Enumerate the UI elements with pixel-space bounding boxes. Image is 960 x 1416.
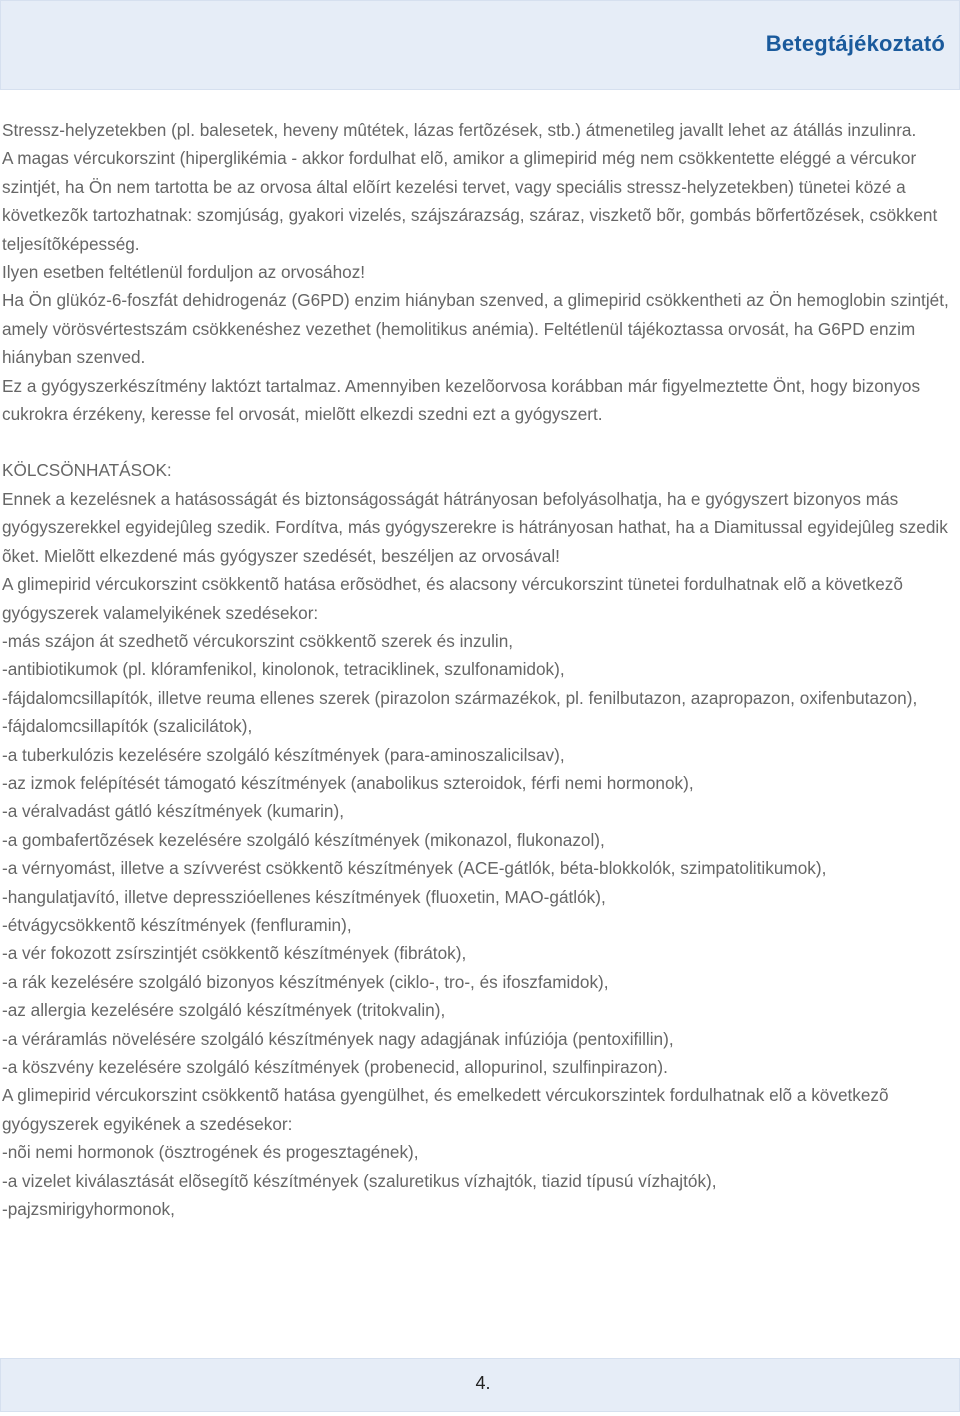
header-bar [0, 0, 960, 90]
paragraph-weaken-intro: A glimepirid vércukorszint csökkentõ hatása gyengülhet, és emelkedett vércukorszintek fordulhatnak elõ a következõ gyógyszerek egyikének a szedésekor: [2, 1085, 889, 1134]
list-item: -a véralvadást gátló készítmények (kumarin), [2, 801, 344, 822]
section-spacer [2, 428, 957, 456]
paragraph-lactose: Ez a gyógyszerkészítmény laktózt tartalmaz. Amennyiben kezelõorvosa korábban már figyelmeztette Önt, hogy bizonyos cukrokra érzékeny, keresse fel orvosát, mielõtt elkezdi szedni ezt a gyógyszert. [2, 375, 921, 425]
list-item: -étvágycsökkentõ készítmények (fenfluramin), [2, 914, 352, 935]
list-item: -pajzsmirigyhormonok, [2, 1199, 175, 1220]
list-item: -a vér fokozott zsírszintjét csökkentõ készítmények (fibrátok), [2, 943, 467, 964]
list-item: -antibiotikumok (pl. klóramfenikol, kinolonok, tetraciklinek, szulfonamidok), [2, 659, 565, 680]
document-title: Betegtájékoztató [765, 31, 945, 56]
list-item: -a gombafertõzések kezelésére szolgáló készítmények (mikonazol, flukonazol), [2, 829, 605, 850]
paragraph-enhance-intro: A glimepirid vércukorszint csökkentõ hatása erõsödhet, és alacsony vércukorszint tünetei fordulhatnak elõ a következõ gyógyszerek valamelyikének szedésekor: [2, 574, 903, 623]
list-item: -a vérnyomást, illetve a szívverést csökkentõ készítmények (ACE-gátlók, béta-blokkolók, szimpatolitikumok), [2, 858, 827, 879]
list-item: -az allergia kezelésére szolgáló készítmények (tritokvalin), [2, 1000, 446, 1021]
list-item: -más szájon át szedhetõ vércukorszint csökkentõ szerek és inzulin, [2, 630, 514, 651]
page-number: 4. [475, 1373, 491, 1393]
list-item: -fájdalomcsillapítók (szalicilátok), [2, 716, 253, 737]
list-item: -az izmok felépítését támogató készítmények (anabolikus szteroidok, férfi nemi hormonok), [2, 772, 694, 793]
list-item: -a rák kezelésére szolgáló bizonyos készítmények (ciklo-, tro-, és ifoszfamidok), [2, 971, 609, 992]
list-item: -a vizelet kiválasztását elõsegítõ készítmények (szaluretikus vízhajtók, tiazid típusú vízhajtók), [2, 1170, 717, 1191]
paragraph-g6pd: Ha Ön glükóz-6-foszfát dehidrogenáz (G6PD) enzim hiányban szenved, a glimepirid csökkentheti az Ön hemoglobin szintjét, amely vörösvértestszám csökkenéshez vezethet (hemolitikus anémia). Feltétlenül tájékoztassa orvosát, ha G6PD enzim hiányban szenved. [2, 290, 949, 368]
paragraph-warning: Ilyen esetben feltétlenül forduljon az orvosához! [2, 262, 366, 283]
paragraph-hyperglycemia: A magas vércukorszint (hiperglikémia - akkor fordulhat elõ, amikor a glimepirid még nem csökkentette eléggé a vércukor szintjét, ha Ön nem tartotta be az orvosa által elõírt kezelési tervet, vagy speciális stressz-helyzetekben) tünetei közé a következõk tartozhatnak: szomjúság, gyakori vizelés, szájszárazság, száraz, viszketõ bõr, gombás bõrfertõzések, csökkent teljesítõképesség. [2, 148, 938, 254]
footer-bar [0, 1358, 960, 1412]
paragraph-stress: Stressz-helyzetekben (pl. balesetek, heveny mûtétek, lázas fertõzések, stb.) átmenetileg javallt lehet az átállás inzulinra. [2, 120, 917, 140]
paragraph-interactions-intro: Ennek a kezelésnek a hatásosságát és biztonságosságát hátrányosan befolyásolhatja, ha e gyógyszert bizonyos más gyógyszerekkel egyidejûleg szedik. Fordítva, más gyógyszerekre is hátrányosan hathat, ha a Diamitussal egyidejûleg szedik õket. Mielõtt elkezdené más gyógyszer szedését, beszéljen az orvosával! [2, 488, 948, 566]
section-heading-interactions: KÖLCSÖNHATÁSOK: [2, 460, 172, 481]
list-item: -nõi nemi hormonok (ösztrogének és progesztagének), [2, 1142, 419, 1163]
list-item: -a köszvény kezelésére szolgáló készítmények (probenecid, allopurinol, szulfinpirazon). [2, 1057, 668, 1077]
list-item: -hangulatjavító, illetve depresszióellenes készítmények (fluoxetin, MAO-gátlók), [2, 886, 606, 907]
document-body [2, 116, 957, 1223]
list-item: -fájdalomcsillapítók, illetve reuma ellenes szerek (pirazolon származékok, pl. fenilbutazon, azapropazon, oxifenbutazon), [2, 687, 918, 708]
list-item: -a tuberkulózis kezelésére szolgáló készítmények (para-aminoszalicilsav), [2, 744, 565, 765]
list-item: -a véráramlás növelésére szolgáló készítmények nagy adagjának infúziója (pentoxifillin), [2, 1028, 674, 1049]
